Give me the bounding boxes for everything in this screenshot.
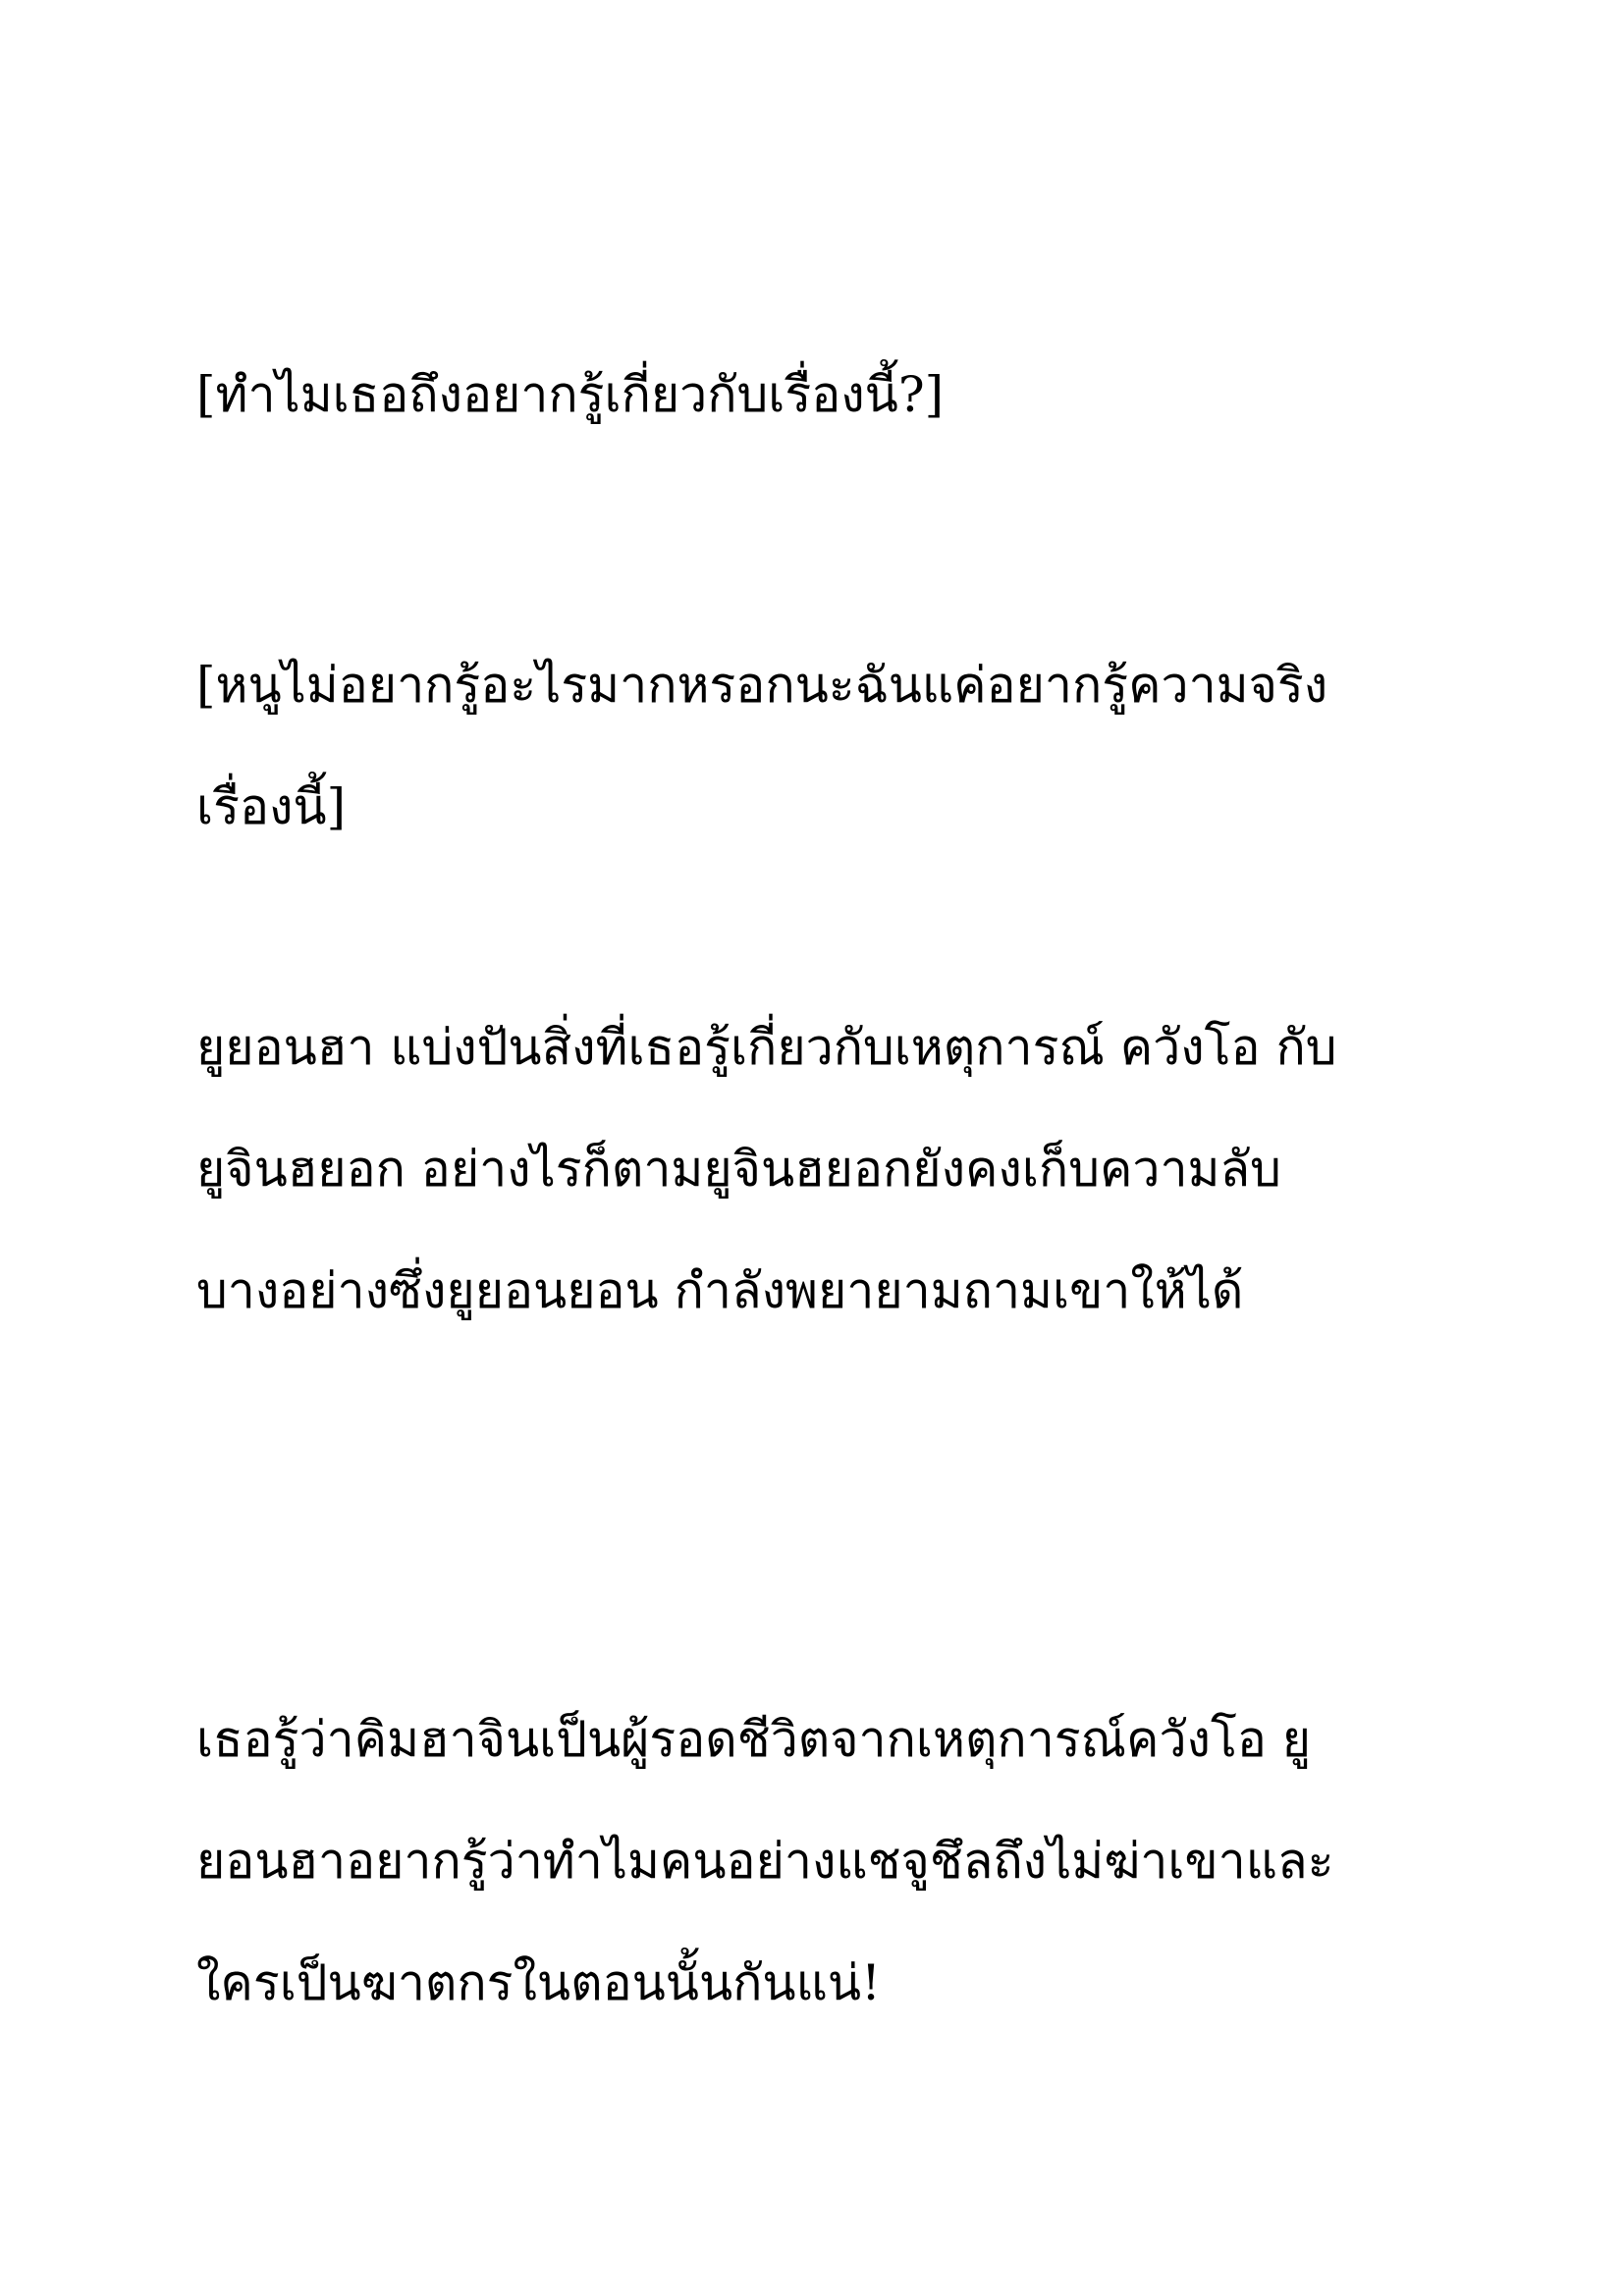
dialogue-paragraph-answer [196,624,1424,868]
text-line: ยูยอนฮา แบ่งปันสิ่งที่เธอรู้เกี่ยวกับเหตุการณ์ ควังโอ กับ [196,1019,1337,1076]
text-line: บางอย่างซึ่งยูยอนยอน กำลังพยายามถามเขาให้ได้ [196,1262,1244,1319]
text-line: [หนูไม่อยากรู้อะไรมากหรอกนะฉันแค่อยากรู้ความจริง [196,657,1328,714]
narration-paragraph [196,1679,1424,2044]
dialogue-paragraph-question [196,334,1424,455]
text-line: ใครเป็นฆาตกรในตอนนั้นกันแน่! [196,1954,882,2011]
text-line: [ทำไมเธอถึงอยากรู้เกี่ยวกับเรื่องนี้?] [196,366,945,423]
text-line: เธอรู้ว่าคิมฮาจินเป็นผู้รอดชีวิตจากเหตุการณ์ควังโอ ยู [196,1711,1312,1768]
text-line: ยูจินฮยอก อย่างไรก็ตามยูจินฮยอกยังคงเก็บความลับ [196,1141,1281,1198]
narration-paragraph [196,987,1424,1352]
text-line: ยอนฮาอยากรู้ว่าทำไมคนอย่างแชจูชึลถึงไม่ฆ่าเขาและ [196,1833,1334,1890]
text-line: เรื่องนี้] [196,778,347,835]
